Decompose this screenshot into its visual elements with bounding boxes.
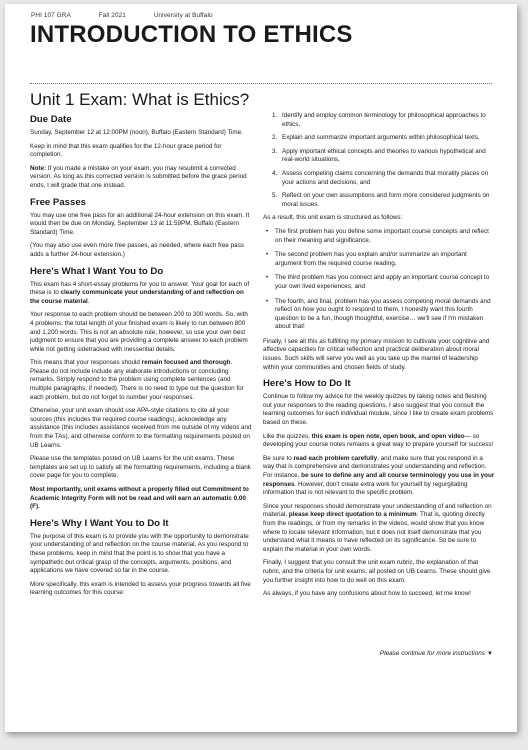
list-item: 3. Apply important ethical concepts and theories to various hypothetical and real-world situations, — [279, 148, 495, 165]
triangle-down-icon: ▼ — [487, 651, 493, 657]
why-paragraph-1: The purpose of this exam is to provide you with the opportunity to demonstrate your understanding of and reflection on the course material. As you respond to these problems, keep in mind that the point is to show that you have a sympathetic but critical grasp of the concepts, arguments, positions, and applications we have covered so far in the course. — [30, 532, 249, 575]
free-pass-text: You may use one free pass for an additional 24-hour extension on this exam. It would then be due on Monday, September 13 at 11:59PM, Buffalo (Eastern Standard) Time. — [30, 211, 250, 236]
text-run: . That is, quoting directly from the readings, or from my remarks in the videos, would show that you know where to locate relevant information, but it does not itself demonstrate that you understand what it means or have reflected on its significance. So be sure to explain the material in your own words. — [263, 511, 485, 553]
continue-text: Please continue for more instructions — [379, 650, 486, 657]
emphasis-text: Most importantly, unit exams without a properly filled out Commitment to Academic Integrity Form will not be read and will earn an automatic 0.00 (F). — [30, 486, 249, 511]
what-paragraph-2: Your response to each problem should be between 200 to 300 words. So, with 4 problems, the total length of your finished exam is likely to run between 800 and 1,200 words. This is not an absolute rule, however, so use your own best judgment to ensure that you are providing a complete answer to each problem while not getting sidetracked with inessential details. — [30, 311, 248, 353]
course-code: PHI 107 GRA — [31, 12, 71, 19]
school-name: University at Buffalo — [153, 12, 213, 19]
continue-note — [380, 650, 493, 657]
how-paragraph-3 — [263, 455, 495, 498]
text-run: This means that your responses should — [30, 359, 142, 367]
text-run: — so developing your course notes remains a great way to prepare yourself for success! — [263, 432, 494, 449]
emphasis-text: clearly communicate your understanding of and reflection on the course material — [30, 289, 244, 305]
free-passes-heading: Free Passes — [30, 196, 87, 208]
grace-period-text: Keep in mind that this exam qualifies for the 12-hour grace period for completion. — [30, 142, 222, 159]
text-run: Be sure to — [263, 454, 294, 462]
text-run: , and make sure that you respond in a way that is comprehensive and demonstrates your understanding and reflection. For instance, — [263, 454, 487, 479]
emphasis-text: be sure to define any and all course terminology you use in your responses — [263, 472, 495, 488]
list-item: • The third problem has you connect and apply an important course concept to your own lived experiences, and — [275, 274, 495, 291]
list-item: 2. Explain and summarize important arguments within philosophical texts, — [279, 134, 495, 143]
integrity-warning — [30, 486, 252, 512]
header-meta — [31, 12, 239, 19]
mission-paragraph: Finally, I see all this as fulfilling my primary mission to cultivate your cognitive and affective capacities for critical reflection and practical deliberation about moral issues. Such skills will serve you well as you take up the mantel of leadership within your communities and chosen fields of study. — [263, 337, 490, 371]
emphasis-text: read each problem carefully — [293, 454, 378, 462]
note-label: Note: — [30, 164, 47, 172]
text-run: . Please do not include include any elaborate introductions or concluding remarks. Simply respond to the problem using complete sentences (and multiple paragraphs, if needed). There is no need to type out the question for each problem, but do not forget to number your responses. — [30, 359, 244, 401]
how-paragraph-5: Finally, I suggest that you consult the unit exam rubric, the explanation of that rubric, and the criteria for unit exams, all posted on UB Learns. These should give you further insight into how to do well on this exam. — [263, 559, 491, 584]
document-page — [5, 4, 517, 732]
due-date-heading: Due Date — [30, 114, 72, 125]
how-paragraph-4 — [263, 503, 495, 555]
what-heading: Here's What I Want You to Do — [30, 265, 164, 277]
why-heading: Here's Why I Want You to Do It — [30, 517, 169, 529]
term: Fall 2021 — [98, 12, 126, 19]
left-column — [30, 114, 252, 603]
how-paragraph-1: Continue to follow my advice for the weekly quizzes by taking notes and fleshing out your responses to the reading questions. I also suggest that you consult the learning outcomes for each individual module, since I like to create exam problems based on these. — [263, 393, 494, 427]
resubmit-note — [30, 165, 252, 191]
what-paragraph-4: Otherwise, your unit exam should use APA-style citations to cite all your sources (this includes the required course readings), acknowledge any assistance (this includes assistance received from me outside of my videos and from the TAs), and otherwise conform to the formatting requirements posted on UB Learns. — [30, 407, 252, 449]
due-date-text: Sunday, September 12 at 12:00PM (noon), Buffalo (Eastern Standard) Time. — [30, 129, 243, 136]
how-heading: Here's How to Do It — [263, 378, 351, 390]
extra-passes-text: (You may also use even more free passes, as needed, where each free pass adds a further 24-hour extension.) — [30, 242, 244, 258]
list-item: • The second problem has you explain and/or summarize an important argument from the required course reading. — [275, 251, 495, 268]
list-item: 1. Identify and employ common terminology for philosophical approaches to ethics, — [279, 112, 495, 129]
emphasis-text: this exam is open note, open book, and open video — [311, 432, 465, 440]
why-paragraph-2: More specifically, this exam is intended to assess your progress towards all five learning outcomes for this course: — [30, 580, 251, 597]
list-item: 4. Assess competing claims concerning the demands that morality places on your actions and decisions, and — [279, 170, 495, 187]
problem-structure-list — [263, 228, 495, 332]
what-paragraph-3 — [30, 359, 252, 402]
text-run: . However, don't create extra work for yourself by regurgitating information that is not relevant to the specific problem. — [263, 480, 468, 497]
right-column — [263, 112, 495, 604]
dotted-divider — [30, 83, 492, 84]
exam-title: Unit 1 Exam: What is Ethics? — [30, 90, 250, 109]
list-item: • The fourth, and final, problem has you assess competing moral demands and reflect on how you ought to respond to them. I honestly want this fourth question to be a fun, though thoughtful, exercise… we'll see if I'm mistaken about that! — [275, 298, 495, 332]
document-title: INTRODUCTION TO ETHICS — [30, 21, 353, 48]
text-run: This exam has 4 short-essay problems for you to answer. Your goal for each of these is to — [30, 280, 250, 297]
how-paragraph-6: As always, if you have any confusions about how to succeed, let me know! — [263, 590, 471, 598]
text-run: Since your responses should demonstrate your understanding of and reflection on material, — [263, 502, 492, 519]
structure-intro: As a result, this unit exam is structured as follows: — [263, 214, 403, 222]
list-item: • The first problem has you define some important course concepts and reflect on their meaning and significance, — [275, 228, 495, 245]
emphasis-text: please keep direct quotation to a minimum — [288, 511, 417, 519]
what-paragraph-1 — [30, 281, 252, 307]
text-run: . — [87, 297, 90, 305]
what-paragraph-5: Please use the templates posted on UB Learns for the unit exams. These templates are set up to satisfy all the formatting requirements, including a blank cover page for you to complete. — [30, 455, 251, 480]
list-item: 5. Reflect on your own assumptions and form more considered judgments on moral issues. — [279, 192, 495, 209]
how-paragraph-2 — [263, 433, 495, 450]
emphasis-text: remain focused and thorough — [141, 359, 231, 367]
note-text: If you made a mistake on your exam, you may resubmit a corrected version. As long as this corrected version is submitted before the grace period ends, I will grade that one instead. — [30, 164, 247, 189]
text-run: Like the quizzes, — [263, 432, 312, 440]
learning-outcomes-list — [263, 112, 495, 209]
